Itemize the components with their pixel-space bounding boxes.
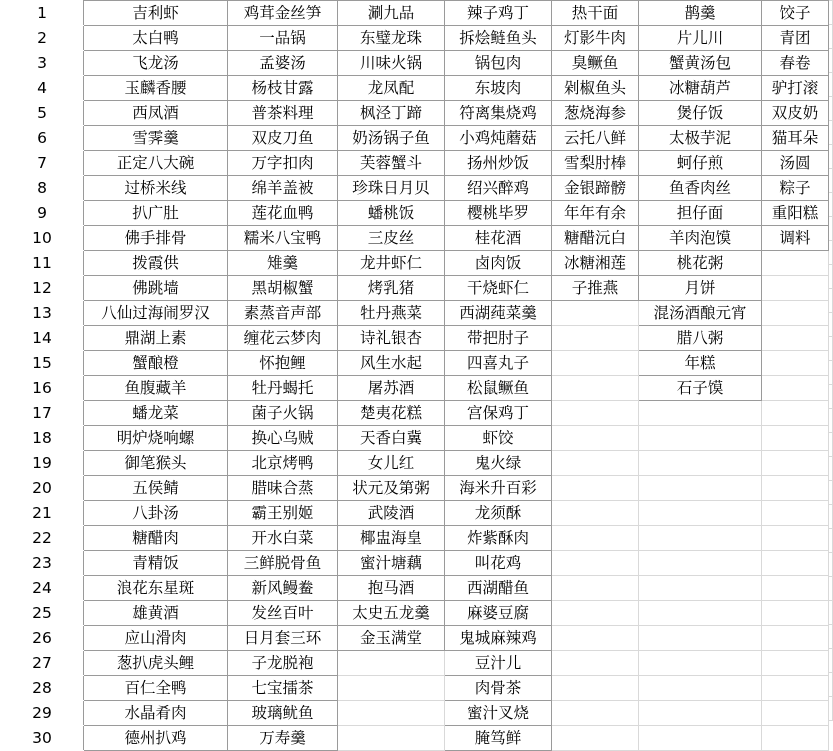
empty-cell[interactable]	[639, 576, 762, 601]
table-row	[1, 526, 829, 551]
dish-cell[interactable]: 涮九品	[338, 1, 445, 26]
dish-cell[interactable]: 调料	[762, 226, 829, 251]
dish-cell[interactable]: 腊八粥	[639, 326, 762, 351]
dish-cell[interactable]: 桂花酒	[445, 226, 552, 251]
empty-cell[interactable]	[762, 726, 829, 751]
empty-cell[interactable]	[762, 351, 829, 376]
empty-cell[interactable]	[762, 376, 829, 401]
dish-cell[interactable]: 西湖莼菜羹	[445, 301, 552, 326]
empty-cell[interactable]	[552, 351, 639, 376]
empty-cell[interactable]	[762, 501, 829, 526]
empty-cell[interactable]	[639, 701, 762, 726]
empty-cell[interactable]	[762, 626, 829, 651]
dish-cell[interactable]: 万寿羹	[228, 726, 338, 751]
empty-cell[interactable]	[639, 401, 762, 426]
dish-cell[interactable]: 川味火锅	[338, 51, 445, 76]
dish-cell[interactable]: 日月套三环	[228, 626, 338, 651]
row-number: 19	[1, 451, 84, 476]
dish-cell[interactable]: 牡丹蝎托	[228, 376, 338, 401]
dish-cell[interactable]: 卤肉饭	[445, 251, 552, 276]
dish-cell[interactable]: 片儿川	[639, 26, 762, 51]
table-row	[1, 326, 829, 351]
dish-cell[interactable]: 风生水起	[338, 351, 445, 376]
row-number: 20	[1, 476, 84, 501]
empty-cell[interactable]	[552, 376, 639, 401]
dish-cell[interactable]: 松鼠鳜鱼	[445, 376, 552, 401]
dish-cell[interactable]: 鬼城麻辣鸡	[445, 626, 552, 651]
table-row	[1, 676, 829, 701]
table-row	[1, 701, 829, 726]
dish-cell[interactable]: 霸王别姬	[228, 501, 338, 526]
dish-cell[interactable]: 缠花云梦肉	[228, 326, 338, 351]
table-row	[1, 451, 829, 476]
dish-cell[interactable]: 雄黄酒	[84, 601, 228, 626]
dish-cell[interactable]: 三鲜脱骨鱼	[228, 551, 338, 576]
dish-cell[interactable]: 八仙过海闹罗汉	[84, 301, 228, 326]
dish-cell[interactable]: 飞龙汤	[84, 51, 228, 76]
dish-cell[interactable]: 椰盅海皇	[338, 526, 445, 551]
dish-cell[interactable]: 鼎湖上素	[84, 326, 228, 351]
empty-cell[interactable]	[762, 301, 829, 326]
table-row	[1, 726, 829, 751]
dish-cell[interactable]: 三皮丝	[338, 226, 445, 251]
dish-cell[interactable]: 拆烩鲢鱼头	[445, 26, 552, 51]
row-number: 21	[1, 501, 84, 526]
row-number: 25	[1, 601, 84, 626]
dish-cell[interactable]: 蟠龙菜	[84, 401, 228, 426]
dish-cell[interactable]: 雪霁羹	[84, 126, 228, 151]
dish-cell[interactable]: 双皮刀鱼	[228, 126, 338, 151]
dish-cell[interactable]: 牡丹燕菜	[338, 301, 445, 326]
dish-cell[interactable]: 锅包肉	[445, 51, 552, 76]
dish-cell[interactable]: 饺子	[762, 1, 829, 26]
table-row	[1, 351, 829, 376]
dish-cell[interactable]: 芙蓉蟹斗	[338, 151, 445, 176]
empty-cell[interactable]	[338, 726, 445, 751]
dish-cell[interactable]: 一品锅	[228, 26, 338, 51]
table-row	[1, 301, 829, 326]
dish-cell[interactable]: 太极芋泥	[639, 126, 762, 151]
dish-cell[interactable]: 葱烧海参	[552, 101, 639, 126]
dish-cell[interactable]: 孟婆汤	[228, 51, 338, 76]
empty-cell[interactable]	[639, 626, 762, 651]
row-number: 4	[1, 76, 84, 101]
dish-cell[interactable]: 西湖醋鱼	[445, 576, 552, 601]
row-number: 7	[1, 151, 84, 176]
dish-cell[interactable]: 佛手排骨	[84, 226, 228, 251]
dish-cell[interactable]: 珍珠日月贝	[338, 176, 445, 201]
dish-cell[interactable]: 双皮奶	[762, 101, 829, 126]
dish-cell[interactable]: 鹊羹	[639, 1, 762, 26]
empty-cell[interactable]	[762, 476, 829, 501]
dish-cell[interactable]: 绵羊盖被	[228, 176, 338, 201]
dish-cell[interactable]: 汤圆	[762, 151, 829, 176]
dish-cell[interactable]: 蟠桃饭	[338, 201, 445, 226]
row-number: 14	[1, 326, 84, 351]
dish-cell[interactable]: 葱扒虎头鲤	[84, 651, 228, 676]
row-number: 6	[1, 126, 84, 151]
dish-cell[interactable]: 换心乌贼	[228, 426, 338, 451]
empty-cell[interactable]	[639, 526, 762, 551]
dish-cell[interactable]: 糯米八宝鸭	[228, 226, 338, 251]
dish-cell[interactable]: 抱马酒	[338, 576, 445, 601]
dish-cell[interactable]: 春卷	[762, 51, 829, 76]
dish-cell[interactable]: 子龙脱袍	[228, 651, 338, 676]
dish-cell[interactable]: 素蒸音声部	[228, 301, 338, 326]
dish-cell[interactable]: 云托八鲜	[552, 126, 639, 151]
dish-cell[interactable]: 武陵酒	[338, 501, 445, 526]
table-row	[1, 651, 829, 676]
dish-cell[interactable]: 海米升百彩	[445, 476, 552, 501]
dish-cell[interactable]: 过桥米线	[84, 176, 228, 201]
dish-cell[interactable]: 龙井虾仁	[338, 251, 445, 276]
row-number: 22	[1, 526, 84, 551]
table-row	[1, 426, 829, 451]
dish-cell[interactable]: 蟹黄汤包	[639, 51, 762, 76]
dish-cell[interactable]: 扒广肚	[84, 201, 228, 226]
dish-cell[interactable]: 御笔猴头	[84, 451, 228, 476]
dish-cell[interactable]: 热干面	[552, 1, 639, 26]
row-number: 30	[1, 726, 84, 751]
empty-cell[interactable]	[762, 651, 829, 676]
dish-cell[interactable]: 鱼香肉丝	[639, 176, 762, 201]
dish-cell[interactable]: 浪花东星斑	[84, 576, 228, 601]
row-number: 13	[1, 301, 84, 326]
dish-cell[interactable]: 百仁全鸭	[84, 676, 228, 701]
empty-cell[interactable]	[552, 576, 639, 601]
dish-cell[interactable]: 鱼腹藏羊	[84, 376, 228, 401]
dish-cell[interactable]: 黑胡椒蟹	[228, 276, 338, 301]
dish-cell[interactable]: 鸡茸金丝笋	[228, 1, 338, 26]
empty-cell[interactable]	[338, 676, 445, 701]
empty-cell[interactable]	[762, 426, 829, 451]
empty-cell[interactable]	[762, 551, 829, 576]
row-number: 27	[1, 651, 84, 676]
dish-cell[interactable]: 杨枝甘露	[228, 76, 338, 101]
dish-cell[interactable]: 绍兴醉鸡	[445, 176, 552, 201]
row-number: 26	[1, 626, 84, 651]
dish-cell[interactable]: 发丝百叶	[228, 601, 338, 626]
dish-cell[interactable]: 金银蹄髈	[552, 176, 639, 201]
dish-cell[interactable]: 月饼	[639, 276, 762, 301]
empty-cell[interactable]	[639, 501, 762, 526]
dish-cell[interactable]: 五侯鲭	[84, 476, 228, 501]
row-number: 10	[1, 226, 84, 251]
empty-cell[interactable]	[552, 451, 639, 476]
dish-cell[interactable]: 八卦汤	[84, 501, 228, 526]
empty-cell[interactable]	[552, 701, 639, 726]
table-row	[1, 26, 829, 51]
table-row	[1, 76, 829, 101]
dish-cell[interactable]: 屠苏酒	[338, 376, 445, 401]
dish-cell[interactable]: 糖醋沅白	[552, 226, 639, 251]
dish-cell[interactable]: 雉羹	[228, 251, 338, 276]
empty-cell[interactable]	[552, 551, 639, 576]
row-number: 28	[1, 676, 84, 701]
dish-cell[interactable]: 龙须酥	[445, 501, 552, 526]
dish-cell[interactable]: 剁椒鱼头	[552, 76, 639, 101]
dish-cell[interactable]: 龙凤配	[338, 76, 445, 101]
dish-cell[interactable]: 蟹酿橙	[84, 351, 228, 376]
dish-cell[interactable]: 四喜丸子	[445, 351, 552, 376]
dish-cell[interactable]: 炸紫酥肉	[445, 526, 552, 551]
row-number: 23	[1, 551, 84, 576]
dish-cell[interactable]: 年年有余	[552, 201, 639, 226]
empty-cell[interactable]	[639, 476, 762, 501]
empty-cell[interactable]	[552, 676, 639, 701]
table-row	[1, 576, 829, 601]
dish-cell[interactable]: 猫耳朵	[762, 126, 829, 151]
row-number: 8	[1, 176, 84, 201]
empty-cell[interactable]	[338, 701, 445, 726]
dish-cell[interactable]: 蜜汁塘藕	[338, 551, 445, 576]
dish-cell[interactable]: 宫保鸡丁	[445, 401, 552, 426]
dish-cell[interactable]: 重阳糕	[762, 201, 829, 226]
row-number: 16	[1, 376, 84, 401]
dish-cell[interactable]: 糖醋肉	[84, 526, 228, 551]
dish-cell[interactable]: 楚夷花糕	[338, 401, 445, 426]
table-row	[1, 551, 829, 576]
dish-cell[interactable]: 水晶肴肉	[84, 701, 228, 726]
table-row	[1, 101, 829, 126]
empty-cell[interactable]	[639, 651, 762, 676]
empty-cell[interactable]	[762, 401, 829, 426]
row-number: 9	[1, 201, 84, 226]
dish-cell[interactable]: 普茶料理	[228, 101, 338, 126]
empty-cell[interactable]	[338, 651, 445, 676]
row-number: 5	[1, 101, 84, 126]
dish-cell[interactable]: 雪梨肘棒	[552, 151, 639, 176]
empty-cell[interactable]	[639, 551, 762, 576]
dish-cell[interactable]: 叫花鸡	[445, 551, 552, 576]
dish-cell[interactable]: 蚵仔煎	[639, 151, 762, 176]
dish-cell[interactable]: 吉利虾	[84, 1, 228, 26]
row-number: 29	[1, 701, 84, 726]
empty-cell[interactable]	[639, 676, 762, 701]
dish-cell[interactable]: 玉麟香腰	[84, 76, 228, 101]
dish-cell[interactable]: 小鸡炖蘑菇	[445, 126, 552, 151]
dish-cell[interactable]: 青精饭	[84, 551, 228, 576]
dish-cell[interactable]: 青团	[762, 26, 829, 51]
dish-cell[interactable]: 子推燕	[552, 276, 639, 301]
row-number: 15	[1, 351, 84, 376]
dish-cell[interactable]: 虾饺	[445, 426, 552, 451]
empty-cell[interactable]	[639, 726, 762, 751]
dish-cell[interactable]: 桃花粥	[639, 251, 762, 276]
empty-cell[interactable]	[762, 326, 829, 351]
dish-cell[interactable]: 肉骨茶	[445, 676, 552, 701]
row-number: 24	[1, 576, 84, 601]
dish-cell[interactable]: 正定八大碗	[84, 151, 228, 176]
dish-cell[interactable]: 北京烤鸭	[228, 451, 338, 476]
dish-cell[interactable]: 带把肘子	[445, 326, 552, 351]
table-row	[1, 226, 829, 251]
empty-cell[interactable]	[762, 276, 829, 301]
dish-cell[interactable]: 腊味合蒸	[228, 476, 338, 501]
dish-cell[interactable]: 樱桃毕罗	[445, 201, 552, 226]
dish-cell[interactable]: 粽子	[762, 176, 829, 201]
dish-cell[interactable]: 东璧龙珠	[338, 26, 445, 51]
row-number: 1	[1, 1, 84, 26]
table-row	[1, 476, 829, 501]
empty-cell[interactable]	[762, 576, 829, 601]
dish-cell[interactable]: 枫泾丁蹄	[338, 101, 445, 126]
empty-cell[interactable]	[552, 501, 639, 526]
empty-cell[interactable]	[552, 301, 639, 326]
dish-cell[interactable]: 新风鳗鲞	[228, 576, 338, 601]
dish-cell[interactable]: 石子馍	[639, 376, 762, 401]
dish-cell[interactable]: 诗礼银杏	[338, 326, 445, 351]
table-row	[1, 501, 829, 526]
dish-cell[interactable]: 东坡肉	[445, 76, 552, 101]
dish-cell[interactable]: 太白鸭	[84, 26, 228, 51]
dish-cell[interactable]: 符离集烧鸡	[445, 101, 552, 126]
dish-cell[interactable]: 玻璃鱿鱼	[228, 701, 338, 726]
empty-cell[interactable]	[762, 526, 829, 551]
empty-cell[interactable]	[552, 726, 639, 751]
dish-cell[interactable]: 开水白菜	[228, 526, 338, 551]
table-row	[1, 276, 829, 301]
dish-cell[interactable]: 状元及第粥	[338, 476, 445, 501]
empty-cell[interactable]	[552, 526, 639, 551]
dish-cell[interactable]: 冰糖湘莲	[552, 251, 639, 276]
dish-cell[interactable]: 年糕	[639, 351, 762, 376]
dish-cell[interactable]: 鬼火绿	[445, 451, 552, 476]
dish-cell[interactable]: 冰糖葫芦	[639, 76, 762, 101]
empty-cell[interactable]	[762, 601, 829, 626]
dish-cell[interactable]: 西凤酒	[84, 101, 228, 126]
table-row	[1, 1, 829, 26]
dish-cell[interactable]: 灯影牛肉	[552, 26, 639, 51]
table-row	[1, 51, 829, 76]
row-number: 3	[1, 51, 84, 76]
empty-cell[interactable]	[552, 651, 639, 676]
empty-cell[interactable]	[552, 326, 639, 351]
table-row	[1, 601, 829, 626]
dish-cell[interactable]: 烤乳猪	[338, 276, 445, 301]
dish-cell[interactable]: 担仔面	[639, 201, 762, 226]
dish-cell[interactable]: 麻婆豆腐	[445, 601, 552, 626]
dish-cell[interactable]: 蜜汁叉烧	[445, 701, 552, 726]
empty-cell[interactable]	[639, 601, 762, 626]
row-number: 2	[1, 26, 84, 51]
empty-cell[interactable]	[552, 426, 639, 451]
dish-cell[interactable]: 七宝擂茶	[228, 676, 338, 701]
dish-cell[interactable]: 太史五龙羹	[338, 601, 445, 626]
table-row	[1, 376, 829, 401]
dish-cell[interactable]: 干烧虾仁	[445, 276, 552, 301]
dish-cell[interactable]: 佛跳墙	[84, 276, 228, 301]
dish-cell[interactable]: 煲仔饭	[639, 101, 762, 126]
empty-cell[interactable]	[762, 451, 829, 476]
dish-cell[interactable]: 辣子鸡丁	[445, 1, 552, 26]
dish-cell[interactable]: 拨霞供	[84, 251, 228, 276]
dish-cell[interactable]: 万字扣肉	[228, 151, 338, 176]
row-number: 12	[1, 276, 84, 301]
table-row	[1, 126, 829, 151]
table-row	[1, 401, 829, 426]
dish-cell[interactable]: 女儿红	[338, 451, 445, 476]
empty-cell[interactable]	[552, 476, 639, 501]
table-row	[1, 151, 829, 176]
empty-cell[interactable]	[639, 426, 762, 451]
row-number: 18	[1, 426, 84, 451]
empty-cell[interactable]	[639, 451, 762, 476]
empty-cell[interactable]	[552, 401, 639, 426]
table-row	[1, 251, 829, 276]
empty-cell[interactable]	[762, 676, 829, 701]
dish-cell[interactable]: 应山滑肉	[84, 626, 228, 651]
dish-cell[interactable]: 扬州炒饭	[445, 151, 552, 176]
empty-cell[interactable]	[762, 251, 829, 276]
dish-cell[interactable]: 菌子火锅	[228, 401, 338, 426]
dish-cell[interactable]: 腌笃鲜	[445, 726, 552, 751]
table-row	[1, 201, 829, 226]
row-number: 11	[1, 251, 84, 276]
empty-cell[interactable]	[552, 601, 639, 626]
row-number: 17	[1, 401, 84, 426]
dish-cell[interactable]: 明炉烧响螺	[84, 426, 228, 451]
dish-cell[interactable]: 驴打滚	[762, 76, 829, 101]
dish-cell[interactable]: 莲花血鸭	[228, 201, 338, 226]
table-row	[1, 626, 829, 651]
dish-cell[interactable]: 德州扒鸡	[84, 726, 228, 751]
dish-cell[interactable]: 天香白冀	[338, 426, 445, 451]
table-row	[1, 176, 829, 201]
empty-cell[interactable]	[552, 626, 639, 651]
dish-cell[interactable]: 豆汁儿	[445, 651, 552, 676]
dish-cell[interactable]: 金玉满堂	[338, 626, 445, 651]
dish-cell[interactable]: 奶汤锅子鱼	[338, 126, 445, 151]
dish-cell[interactable]: 羊肉泡馍	[639, 226, 762, 251]
dish-cell[interactable]: 混汤酒酿元宵	[639, 301, 762, 326]
dish-cell[interactable]: 臭鳜鱼	[552, 51, 639, 76]
dish-cell[interactable]: 怀抱鲤	[228, 351, 338, 376]
empty-cell[interactable]	[762, 701, 829, 726]
